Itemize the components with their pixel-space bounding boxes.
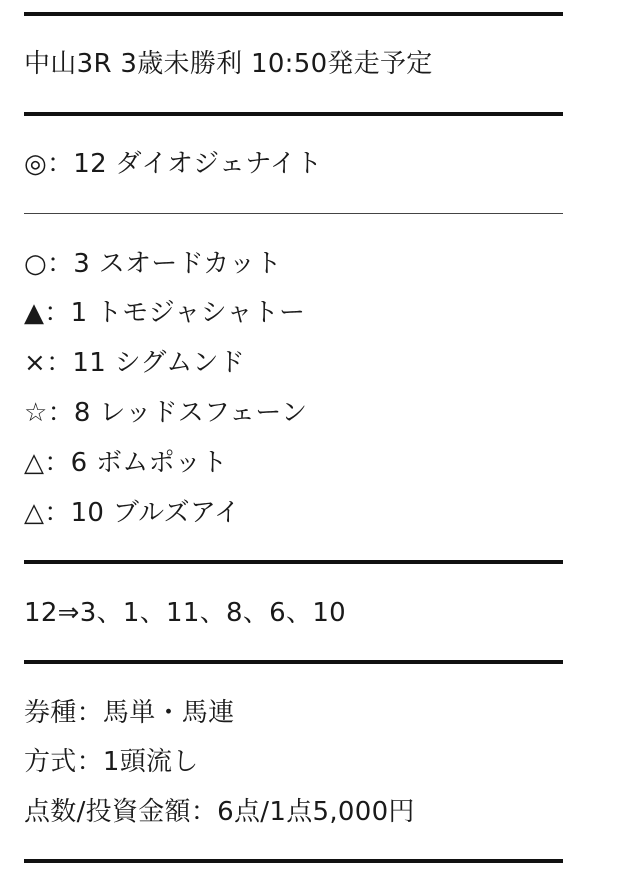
combination: 12⇒3、1、11、8、6、10 (24, 598, 347, 628)
pick-item: ☆：8 レッドスフェーン (24, 398, 308, 428)
bet-method: 方式：1頭流し (24, 747, 199, 777)
divider-thin (24, 213, 563, 214)
honmei-pick: ◎：12 ダイオジェナイト (24, 149, 323, 179)
divider-thick (24, 859, 563, 863)
pick-item: ○：3 スオードカット (24, 249, 282, 279)
pick-item: ×：11 シグムンド (24, 348, 246, 378)
divider-thick (24, 12, 563, 16)
divider-thick (24, 112, 563, 116)
ticket-type: 券種：馬単・馬連 (24, 698, 235, 728)
race-title: 中山3R 3歳未勝利 10:50発走予定 (24, 49, 433, 79)
pick-item: △：6 ボムポット (24, 448, 228, 478)
divider-thick (24, 660, 563, 664)
pick-item: ▲：1 トモジャシャトー (24, 298, 306, 328)
pick-item: △：10 ブルズアイ (24, 498, 241, 528)
divider-thick (24, 560, 563, 564)
points-amount: 点数/投資金額：6点/1点5,000円 (24, 797, 415, 827)
